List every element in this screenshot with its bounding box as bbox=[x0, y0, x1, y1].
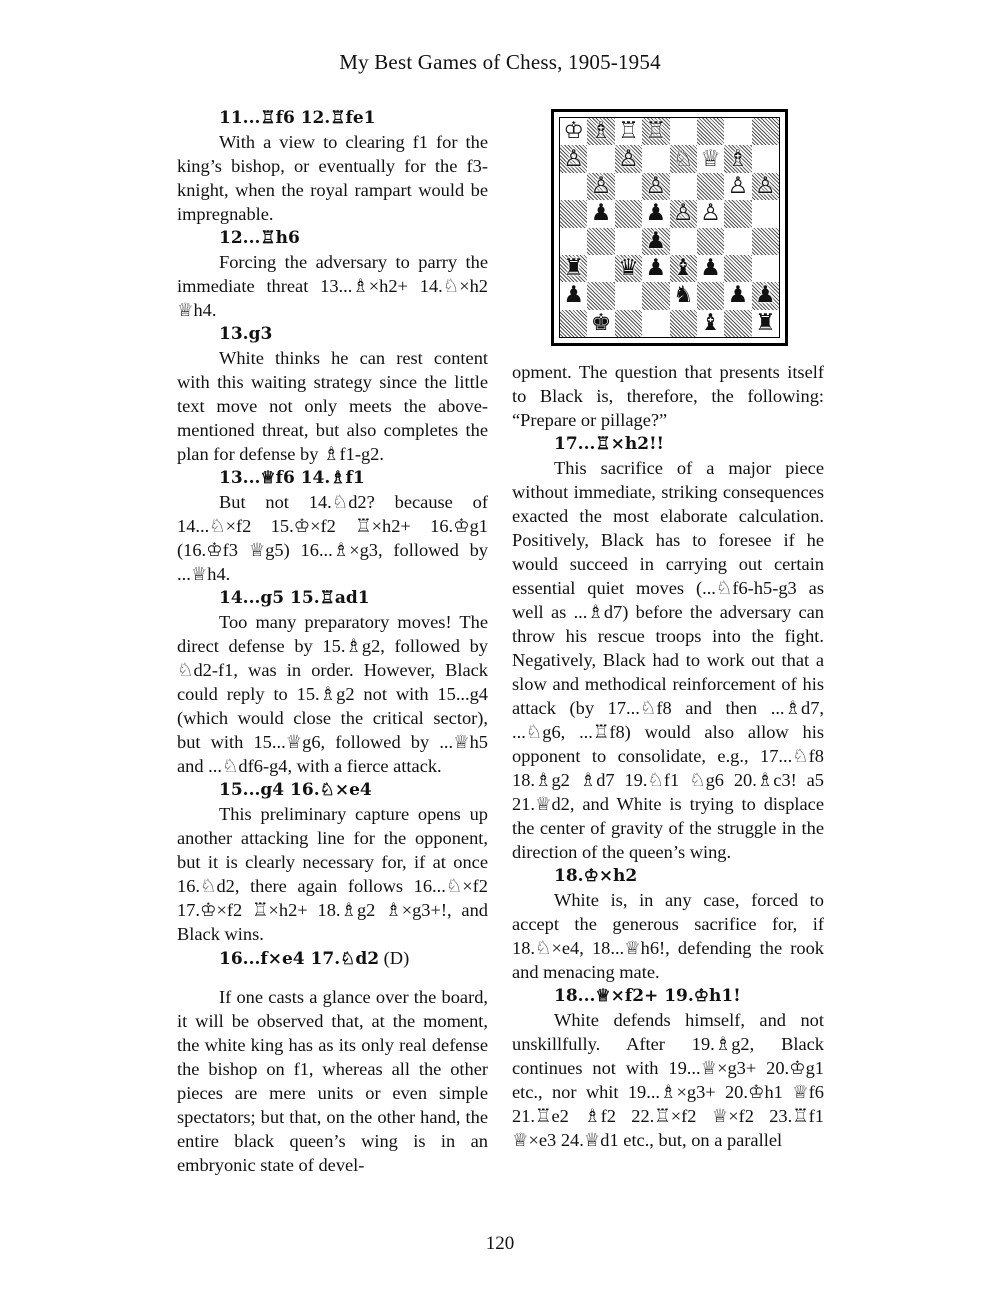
move-text: 17...♖×h2!! bbox=[554, 434, 665, 454]
move-text: 18.♔×h2 bbox=[554, 866, 638, 886]
square-d7 bbox=[642, 145, 669, 172]
chess-piece: ♙ bbox=[755, 172, 776, 199]
commentary-paragraph: But not 14.♘d2? because of 14...♘×f2 15.♔×f2 ♖×h2+ 16.♔g1 (16.♔f3 ♕g5) 16...♗×g3, followed by ...♕h4. bbox=[177, 492, 488, 584]
move-heading bbox=[512, 984, 824, 1008]
square-f3 bbox=[697, 255, 724, 282]
commentary-paragraph: White defends himself, and not unskillfully. After 19.♗g2, Black continues not with 19...♕×g3+ 20.♔g1 etc., nor whit 19...♗×g3+ 20.♔h1 ♕f6 21.♖e2 ♗f2 22.♖×f2 ♕×f2 23.♖f1 ♕×e3 24.♕d1 etc., but, on a parallel bbox=[512, 1010, 824, 1150]
square-g8 bbox=[724, 118, 751, 145]
left-column bbox=[177, 106, 488, 1177]
move-text: 18...♕×f2+ 19.♔h1! bbox=[554, 986, 741, 1006]
diagram-marker: (D) bbox=[379, 948, 410, 968]
square-f7 bbox=[697, 145, 724, 172]
chess-diagram bbox=[551, 109, 788, 346]
move-text: 16...f×e4 17.♘d2 bbox=[219, 949, 380, 969]
chess-piece: ♙ bbox=[590, 172, 612, 199]
chess-piece: ♙ bbox=[645, 172, 667, 199]
chess-piece: ♜ bbox=[755, 309, 776, 336]
move-heading bbox=[177, 466, 488, 490]
chess-board bbox=[559, 117, 780, 338]
commentary-paragraph: opment. The question that presents itself to Black is, therefore, the following: “Prepare or pillage?” bbox=[512, 362, 824, 430]
square-e5 bbox=[670, 200, 697, 227]
chess-piece: ♔ bbox=[563, 118, 584, 145]
chess-piece: ♛ bbox=[618, 255, 639, 282]
move-heading bbox=[177, 946, 488, 971]
chess-piece: ♕ bbox=[700, 145, 721, 172]
move-heading bbox=[177, 322, 488, 346]
move-text: 15...g4 16.♘×e4 bbox=[219, 780, 372, 800]
square-a4 bbox=[560, 228, 587, 255]
square-d8 bbox=[642, 118, 669, 145]
square-h8 bbox=[752, 118, 779, 145]
square-e2 bbox=[670, 282, 697, 309]
square-b6 bbox=[587, 173, 614, 200]
square-c7 bbox=[615, 145, 642, 172]
chess-piece: ♙ bbox=[672, 200, 694, 227]
commentary-paragraph: This preliminary capture opens up another attacking line for the opponent, but it is clearly necessary for, if at once 16.♘d2, there again follows 16...♘×f2 17.♔×f2 ♖×h2+ 18.♗g2 ♗×g3+!, and Black wins. bbox=[177, 804, 488, 944]
chess-piece: ♟ bbox=[700, 255, 721, 282]
commentary-paragraph: Too many preparatory moves! The direct defense by 15.♗g2, followed by ♘d2-f1, was in order. However, Black could reply to 15.♗g2 not with 15...g4 (which would close the critical sector), but with 15...♕g6, followed by ...♕h5 and ...♘df6-g4, with a fierce attack. bbox=[177, 612, 488, 776]
square-d1 bbox=[642, 310, 669, 337]
chess-piece: ♞ bbox=[672, 282, 694, 309]
square-c8 bbox=[615, 118, 642, 145]
chess-piece: ♝ bbox=[700, 309, 721, 336]
square-a2 bbox=[560, 282, 587, 309]
move-text: 12...♖h6 bbox=[219, 228, 300, 248]
page-number: 120 bbox=[485, 1233, 515, 1254]
move-text: 14...g5 15.♖ad1 bbox=[219, 588, 370, 608]
chess-piece: ♟ bbox=[645, 227, 667, 254]
running-head: My Best Games of Chess, 1905-1954 bbox=[339, 50, 661, 74]
square-g3 bbox=[724, 255, 751, 282]
chess-piece: ♚ bbox=[590, 309, 612, 336]
square-c6 bbox=[615, 173, 642, 200]
chess-piece: ♙ bbox=[618, 145, 639, 172]
move-heading bbox=[177, 106, 488, 130]
square-g6 bbox=[724, 173, 751, 200]
square-a5 bbox=[560, 200, 587, 227]
move-text: 13...♕f6 14.♗f1 bbox=[219, 468, 365, 488]
square-f8 bbox=[697, 118, 724, 145]
square-e6 bbox=[670, 173, 697, 200]
chess-piece: ♟ bbox=[727, 282, 749, 309]
chess-piece: ♟ bbox=[563, 282, 584, 309]
commentary-paragraph: If one casts a glance over the board, it will be observed that, at the moment, the white king has as its only real defense the bishop on f1, whereas all the other pieces are mere units or even simple spectators; but that, on the other hand, the entire black queen’s wing is in an embryonic state of devel- bbox=[177, 987, 488, 1175]
chess-piece: ♝ bbox=[672, 255, 694, 282]
square-c2 bbox=[615, 282, 642, 309]
square-b7 bbox=[587, 145, 614, 172]
square-h4 bbox=[752, 228, 779, 255]
square-d4 bbox=[642, 228, 669, 255]
chess-piece: ♖ bbox=[645, 118, 667, 145]
chess-piece: ♘ bbox=[672, 145, 694, 172]
square-b1 bbox=[587, 310, 614, 337]
square-c3 bbox=[615, 255, 642, 282]
square-c4 bbox=[615, 228, 642, 255]
commentary-paragraph: Forcing the adversary to parry the immediate threat 13...♗×h2+ 14.♘×h2 ♕h4. bbox=[177, 252, 488, 320]
chess-piece: ♙ bbox=[700, 200, 721, 227]
chess-piece: ♟ bbox=[590, 200, 612, 227]
square-h7 bbox=[752, 145, 779, 172]
chess-piece: ♗ bbox=[590, 118, 612, 145]
square-e7 bbox=[670, 145, 697, 172]
chess-piece: ♟ bbox=[645, 200, 667, 227]
square-b3 bbox=[587, 255, 614, 282]
square-b5 bbox=[587, 200, 614, 227]
square-h1 bbox=[752, 310, 779, 337]
chess-piece: ♟ bbox=[755, 282, 776, 309]
square-d5 bbox=[642, 200, 669, 227]
square-g5 bbox=[724, 200, 751, 227]
move-heading bbox=[177, 586, 488, 610]
square-g2 bbox=[724, 282, 751, 309]
square-e1 bbox=[670, 310, 697, 337]
chess-piece: ♙ bbox=[727, 172, 749, 199]
move-heading bbox=[512, 432, 824, 456]
square-h6 bbox=[752, 173, 779, 200]
square-f4 bbox=[697, 228, 724, 255]
move-heading bbox=[177, 226, 488, 250]
chess-piece: ♟ bbox=[645, 255, 667, 282]
square-h3 bbox=[752, 255, 779, 282]
square-d3 bbox=[642, 255, 669, 282]
square-a3 bbox=[560, 255, 587, 282]
square-b2 bbox=[587, 282, 614, 309]
square-d2 bbox=[642, 282, 669, 309]
chess-piece: ♙ bbox=[563, 145, 584, 172]
square-f5 bbox=[697, 200, 724, 227]
move-heading bbox=[177, 778, 488, 802]
commentary-paragraph: With a view to clearing f1 for the king’s bishop, or eventually for the f3-knight, when the royal rampart would be impregnable. bbox=[177, 132, 488, 224]
square-e8 bbox=[670, 118, 697, 145]
commentary-paragraph: This sacrifice of a major piece without immediate, striking consequences exacted the most elaborate calculation. Positively, Black has to foresee if he would succeed in carrying out certain essential quiet moves (...♘f6-h5-g3 as well as ...♗d7) before the adversary can throw his rescue troops into the fight. Negatively, Black had to work out that a slow and methodical reinforcement of his attack (by 17...♘f8 and then ...♗d7, ...♘g6, ...♖f8) would also allow his opponent to consolidate, e.g., 17...♘f8 18.♗g2 ♗d7 19.♘f1 ♘g6 20.♗c3! a5 21.♕d2, and White is trying to displace the center of gravity of the struggle in the direction of the queen’s wing. bbox=[512, 458, 824, 862]
square-h5 bbox=[752, 200, 779, 227]
square-g7 bbox=[724, 145, 751, 172]
square-b4 bbox=[587, 228, 614, 255]
square-a8 bbox=[560, 118, 587, 145]
commentary-paragraph: White thinks he can rest content with this waiting strategy since the little text move not only meets the above-mentioned threat, but also completes the plan for defense by ♗f1-g2. bbox=[177, 348, 488, 464]
square-d6 bbox=[642, 173, 669, 200]
square-f1 bbox=[697, 310, 724, 337]
square-e4 bbox=[670, 228, 697, 255]
chess-piece: ♖ bbox=[618, 118, 639, 145]
square-a6 bbox=[560, 173, 587, 200]
square-a7 bbox=[560, 145, 587, 172]
move-heading bbox=[512, 864, 824, 888]
square-h2 bbox=[752, 282, 779, 309]
square-f6 bbox=[697, 173, 724, 200]
chess-piece: ♗ bbox=[727, 145, 749, 172]
square-a1 bbox=[560, 310, 587, 337]
chess-piece: ♜ bbox=[563, 255, 584, 282]
move-text: 11...♖f6 12.♖fe1 bbox=[219, 108, 376, 128]
square-g4 bbox=[724, 228, 751, 255]
square-b8 bbox=[587, 118, 614, 145]
square-c1 bbox=[615, 310, 642, 337]
square-e3 bbox=[670, 255, 697, 282]
right-column bbox=[512, 360, 824, 1152]
commentary-paragraph: White is, in any case, forced to accept the generous sacrifice for, if 18.♘×e4, 18...♕h6!, defending the rook and menacing mate. bbox=[512, 890, 824, 982]
square-g1 bbox=[724, 310, 751, 337]
square-f2 bbox=[697, 282, 724, 309]
move-text: 13.g3 bbox=[219, 324, 273, 344]
square-c5 bbox=[615, 200, 642, 227]
